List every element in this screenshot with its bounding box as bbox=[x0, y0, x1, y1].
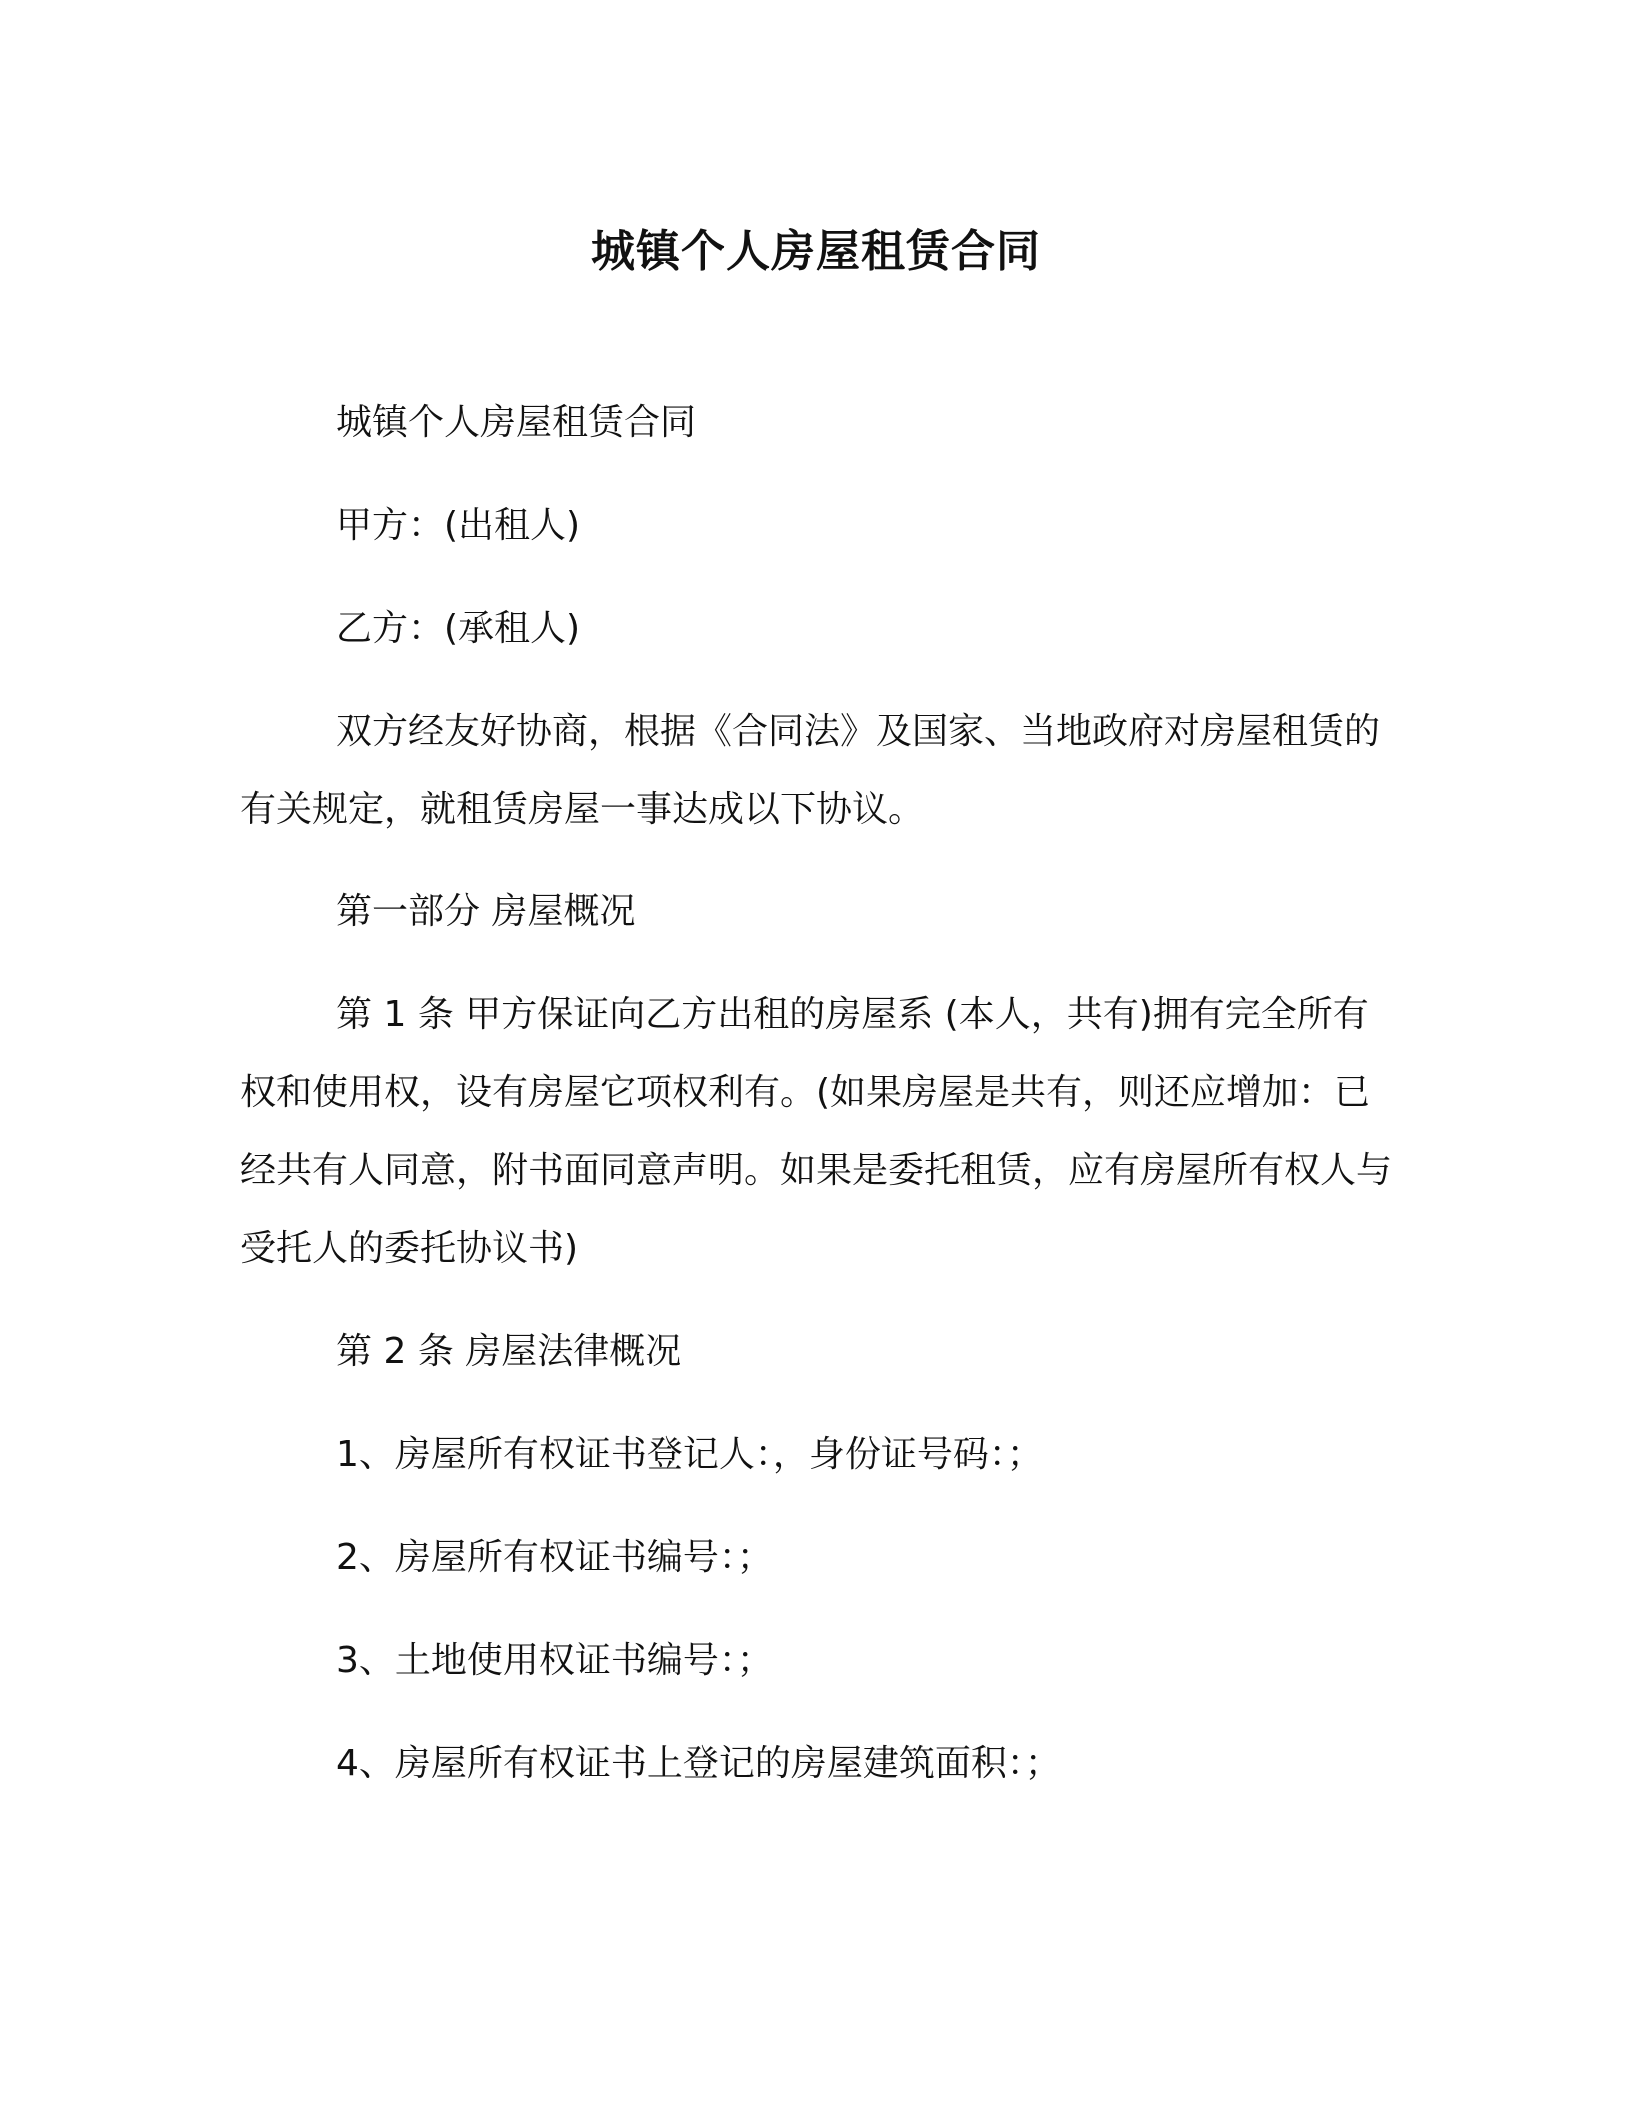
article-two-heading: 第 2 条 房屋法律概况 bbox=[336, 1331, 682, 1372]
party-b-line: 乙方：(承租人) bbox=[336, 608, 581, 649]
list-item: 2、房屋所有权证书编号：； bbox=[336, 1537, 773, 1578]
intro-paragraph: 双方经友好协商，根据《合同法》及国家、当地政府对房屋租赁的有关规定，就租赁房屋一事达成以下协议。 bbox=[240, 711, 1381, 830]
contract-subtitle: 城镇个人房屋租赁合同 bbox=[336, 402, 697, 443]
part-one-heading: 第一部分 房屋概况 bbox=[336, 891, 636, 932]
list-item: 4、房屋所有权证书上登记的房屋建筑面积：； bbox=[336, 1743, 1061, 1784]
list-item: 3、土地使用权证书编号：； bbox=[336, 1640, 773, 1681]
list-item: 1、房屋所有权证书登记人：，身份证号码：； bbox=[336, 1434, 1043, 1475]
document-title: 城镇个人房屋租赁合同 bbox=[591, 226, 1041, 277]
article-one-paragraph: 第 1 条 甲方保证向乙方出租的房屋系 (本人，共有)拥有完全所有权和使用权，设有房屋它项权利有。(如果房屋是共有，则还应增加：已经共有人同意，附书面同意声明。如果是委托租赁，应有房屋所有权人与受托人的委托协议书) bbox=[240, 994, 1393, 1269]
party-a-line: 甲方：(出租人) bbox=[336, 505, 581, 546]
